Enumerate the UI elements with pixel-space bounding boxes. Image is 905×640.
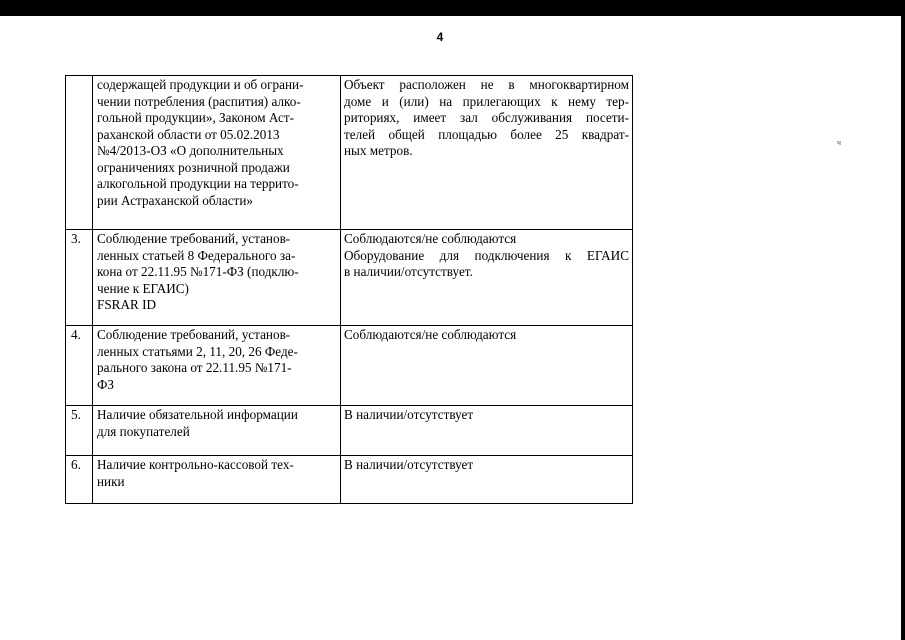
requirement-line: чении потребления (распития) алко- xyxy=(97,93,301,109)
result-cell xyxy=(341,406,633,456)
row-number: 3. xyxy=(66,230,93,326)
requirement-line: Наличие обязательной информации xyxy=(97,407,298,422)
requirement-line: FSRAR ID xyxy=(97,297,156,312)
result-line: Объект расположен не в многоквартирном xyxy=(344,77,629,92)
result-line: в наличии/отсутствует. xyxy=(344,264,473,279)
requirement-line: Соблюдение требований, установ- xyxy=(97,231,291,246)
requirement-line: рального закона от 22.11.95 №171- xyxy=(97,360,292,375)
result-line: В наличии/отсутствует xyxy=(344,407,474,422)
result-cell xyxy=(341,76,633,230)
result-cell xyxy=(341,230,633,326)
row-number: 5. xyxy=(66,406,93,456)
requirement-cell xyxy=(93,406,341,456)
requirement-cell xyxy=(93,326,341,406)
requirement-line: чение к ЕГАИС) xyxy=(97,280,189,296)
requirement-cell xyxy=(93,456,341,504)
result-line: телей общей площадью более 25 квадрат- xyxy=(344,126,629,142)
table-row xyxy=(66,406,633,456)
row-number: 6. xyxy=(66,456,93,504)
requirement-line: алкогольной продукции на террито- xyxy=(97,176,299,191)
result-line: Соблюдаются/не соблюдаются xyxy=(344,327,517,342)
requirement-line: ограничениях розничной продажи xyxy=(97,159,290,175)
requirement-line: рии Астраханской области» xyxy=(97,192,253,208)
result-line: В наличии/отсутствует xyxy=(344,457,474,472)
table-row xyxy=(66,326,633,406)
requirement-line: Наличие контрольно-кассовой тех- xyxy=(97,457,294,472)
row-number xyxy=(66,76,93,230)
requirement-cell xyxy=(93,230,341,326)
requirement-line: №4/2013-ОЗ «О дополнительных xyxy=(97,143,284,158)
result-cell xyxy=(341,326,633,406)
margin-mark: ч xyxy=(837,138,842,147)
requirement-cell xyxy=(93,76,341,230)
scan-border-right xyxy=(901,0,905,640)
requirement-line: ФЗ xyxy=(97,376,115,392)
table-row xyxy=(66,230,633,326)
requirement-line: ленных статьей 8 Федерального за- xyxy=(97,247,296,263)
requirement-line: раханской области от 05.02.2013 xyxy=(97,126,280,142)
scan-border-top xyxy=(0,0,905,16)
result-cell xyxy=(341,456,633,504)
result-line: Оборудование для подключения к ЕГАИС xyxy=(344,247,629,263)
requirement-line: для покупателей xyxy=(97,423,190,439)
requirement-line: содержащей продукции и об ограни- xyxy=(97,77,304,92)
requirement-line: ники xyxy=(97,473,125,489)
row-number: 4. xyxy=(66,326,93,406)
requirement-line: гольной продукции», Законом Аст- xyxy=(97,110,295,125)
requirement-line: Соблюдение требований, установ- xyxy=(97,327,291,342)
result-line: ных метров. xyxy=(344,143,413,158)
requirement-line: кона от 22.11.95 №171-ФЗ (подклю- xyxy=(97,264,299,279)
table-row xyxy=(66,456,633,504)
table-row xyxy=(66,76,633,230)
result-line: Соблюдаются/не соблюдаются xyxy=(344,231,517,246)
result-line: риториях, имеет зал обслуживания посети- xyxy=(344,110,629,125)
page-number: 4 xyxy=(436,30,444,44)
requirements-table xyxy=(65,75,633,504)
result-line: доме и (или) на прилегающих к нему тер- xyxy=(344,93,629,109)
requirement-line: ленных статьями 2, 11, 20, 26 Феде- xyxy=(97,343,298,359)
